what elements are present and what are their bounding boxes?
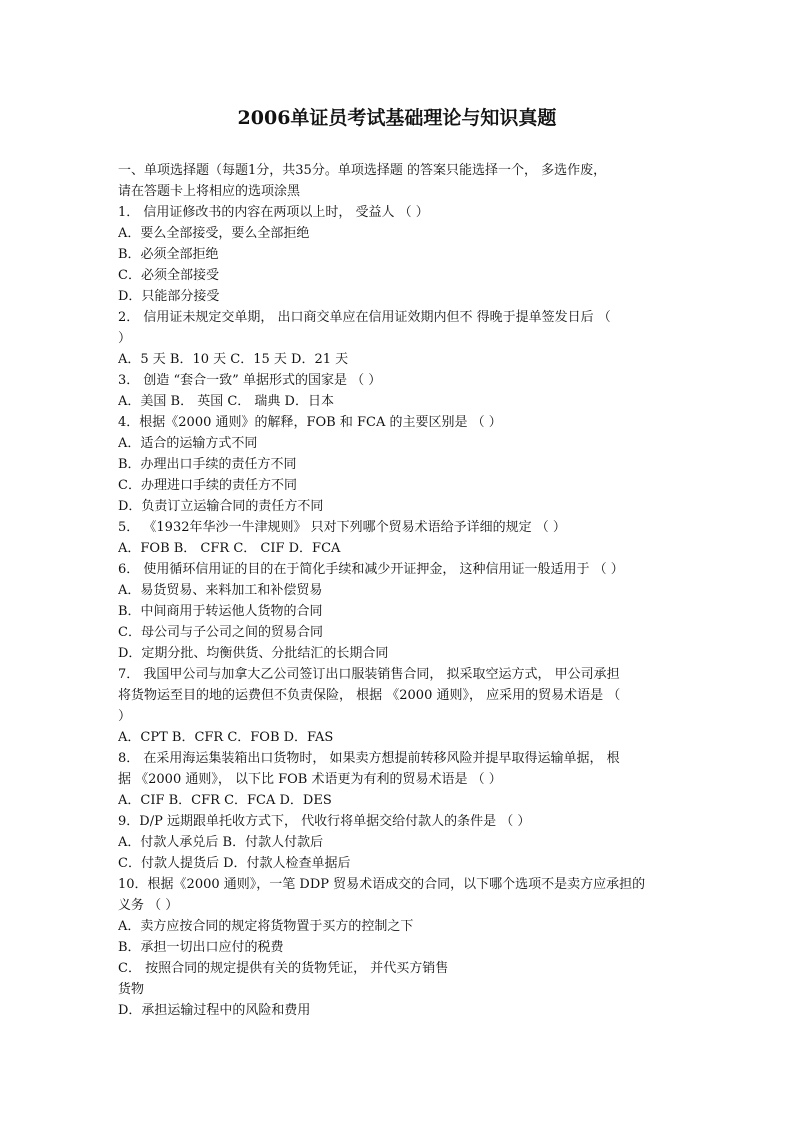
option-line: B．中间商用于转运他人货物的合同: [118, 604, 323, 619]
question-8: 8． 在采用海运集装箱出口货物时， 如果卖方想提前转移风险并提早取得运输单据， 根: [118, 751, 620, 766]
document-title: 2006单证员考试基础理论与知识真题: [237, 107, 557, 129]
question-9: 9．D/P 远期跟单托收方式下， 代收行将单据交给付款人的条件是 （ ）: [118, 814, 531, 829]
option-line: A．CIF B．CFR C．FCA D．DES: [118, 793, 332, 808]
text-line: 请在答题卡上将相应的选项涂黑: [118, 184, 301, 199]
text-line: 将货物运至目的地的运费但不负责保险， 根据 《2000 通则》， 应采用的贸易术语是 （: [118, 688, 621, 703]
question-6: 6． 使用循环信用证的目的在于简化手续和减少开证押金， 这种信用证一般适用于 （ ）: [118, 562, 624, 577]
option-line: A．FOB B． CFR C． CIF D．FCA: [118, 541, 341, 556]
text-line: 据 《2000 通则》， 以下比 FOB 术语更为有利的贸易术语是 （ ）: [118, 772, 502, 787]
option-line: B．承担一切出口应付的税费: [118, 940, 284, 955]
document-body: [118, 160, 676, 1021]
question-7: 7． 我国甲公司与加拿大乙公司签订出口服装销售合同， 拟采取空运方式， 甲公司承担: [118, 667, 620, 682]
question-5: 5． 《1932年华沙一牛津规则》 只对下列哪个贸易术语给予详细的规定 （ ）: [118, 520, 566, 535]
option-line: C．必须全部接受: [118, 268, 219, 283]
option-line: A．付款人承兑后 B．付款人付款后: [118, 835, 324, 850]
text-line: 货物: [118, 982, 145, 997]
option-line: C． 按照合同的规定提供有关的货物凭证， 并代买方销售: [118, 961, 449, 976]
question-10: 10．根据《2000 通则》，一笔 DDP 贸易术语成交的合同，以下哪个选项不是卖方应承担的: [118, 877, 646, 892]
option-line: A．卖方应按合同的规定将货物置于买方的控制之下: [118, 919, 414, 934]
option-line: D．负责订立运输合同的责任方不同: [118, 499, 324, 514]
option-line: D．承担运输过程中的风险和费用: [118, 1003, 311, 1018]
option-line: B．办理出口手续的责任方不同: [118, 457, 297, 472]
text-line: ）: [118, 331, 132, 346]
question-4: 4．根据《2000 通则》的解释，FOB 和 FCA 的主要区别是 （ ）: [118, 415, 502, 430]
question-3: 3． 创造 “套合一致” 单据形式的国家是 （ ）: [118, 373, 382, 388]
question-1: 1． 信用证修改书的内容在两项以上时， 受益人 （ ）: [118, 205, 429, 220]
option-line: A．CPT B．CFR C．FOB D．FAS: [118, 730, 334, 745]
question-2: 2． 信用证未规定交单期， 出口商交单应在信用证效期内但不 得晚于提单签发日后 （: [118, 310, 611, 325]
option-line: A．易货贸易、来料加工和补偿贸易: [118, 583, 323, 598]
option-line: D．定期分批、均衡供货、分批结汇的长期合同: [118, 646, 389, 661]
option-line: C．母公司与子公司之间的贸易合同: [118, 625, 323, 640]
option-line: B．必须全部拒绝: [118, 247, 219, 262]
option-line: C．办理进口手续的责任方不同: [118, 478, 297, 493]
option-line: A．5 天 B．10 天 C．15 天 D．21 天: [118, 352, 349, 367]
text-line: 一、单项选择题（每题1分，共35分。单项选择题 的答案只能选择一个， 多选作废，: [118, 163, 607, 178]
option-line: A．适合的运输方式不同: [118, 436, 258, 451]
option-line: A．要么全部接受，要么全部拒绝: [118, 226, 310, 241]
text-line: 义务 （ ）: [118, 898, 179, 913]
text-line: ）: [118, 709, 132, 724]
option-line: C．付款人提货后 D．付款人检查单据后: [118, 856, 351, 871]
option-line: A．美国 B． 英国 C． 瑞典 D．日本: [118, 394, 334, 409]
option-line: D．只能部分接受: [118, 289, 220, 304]
